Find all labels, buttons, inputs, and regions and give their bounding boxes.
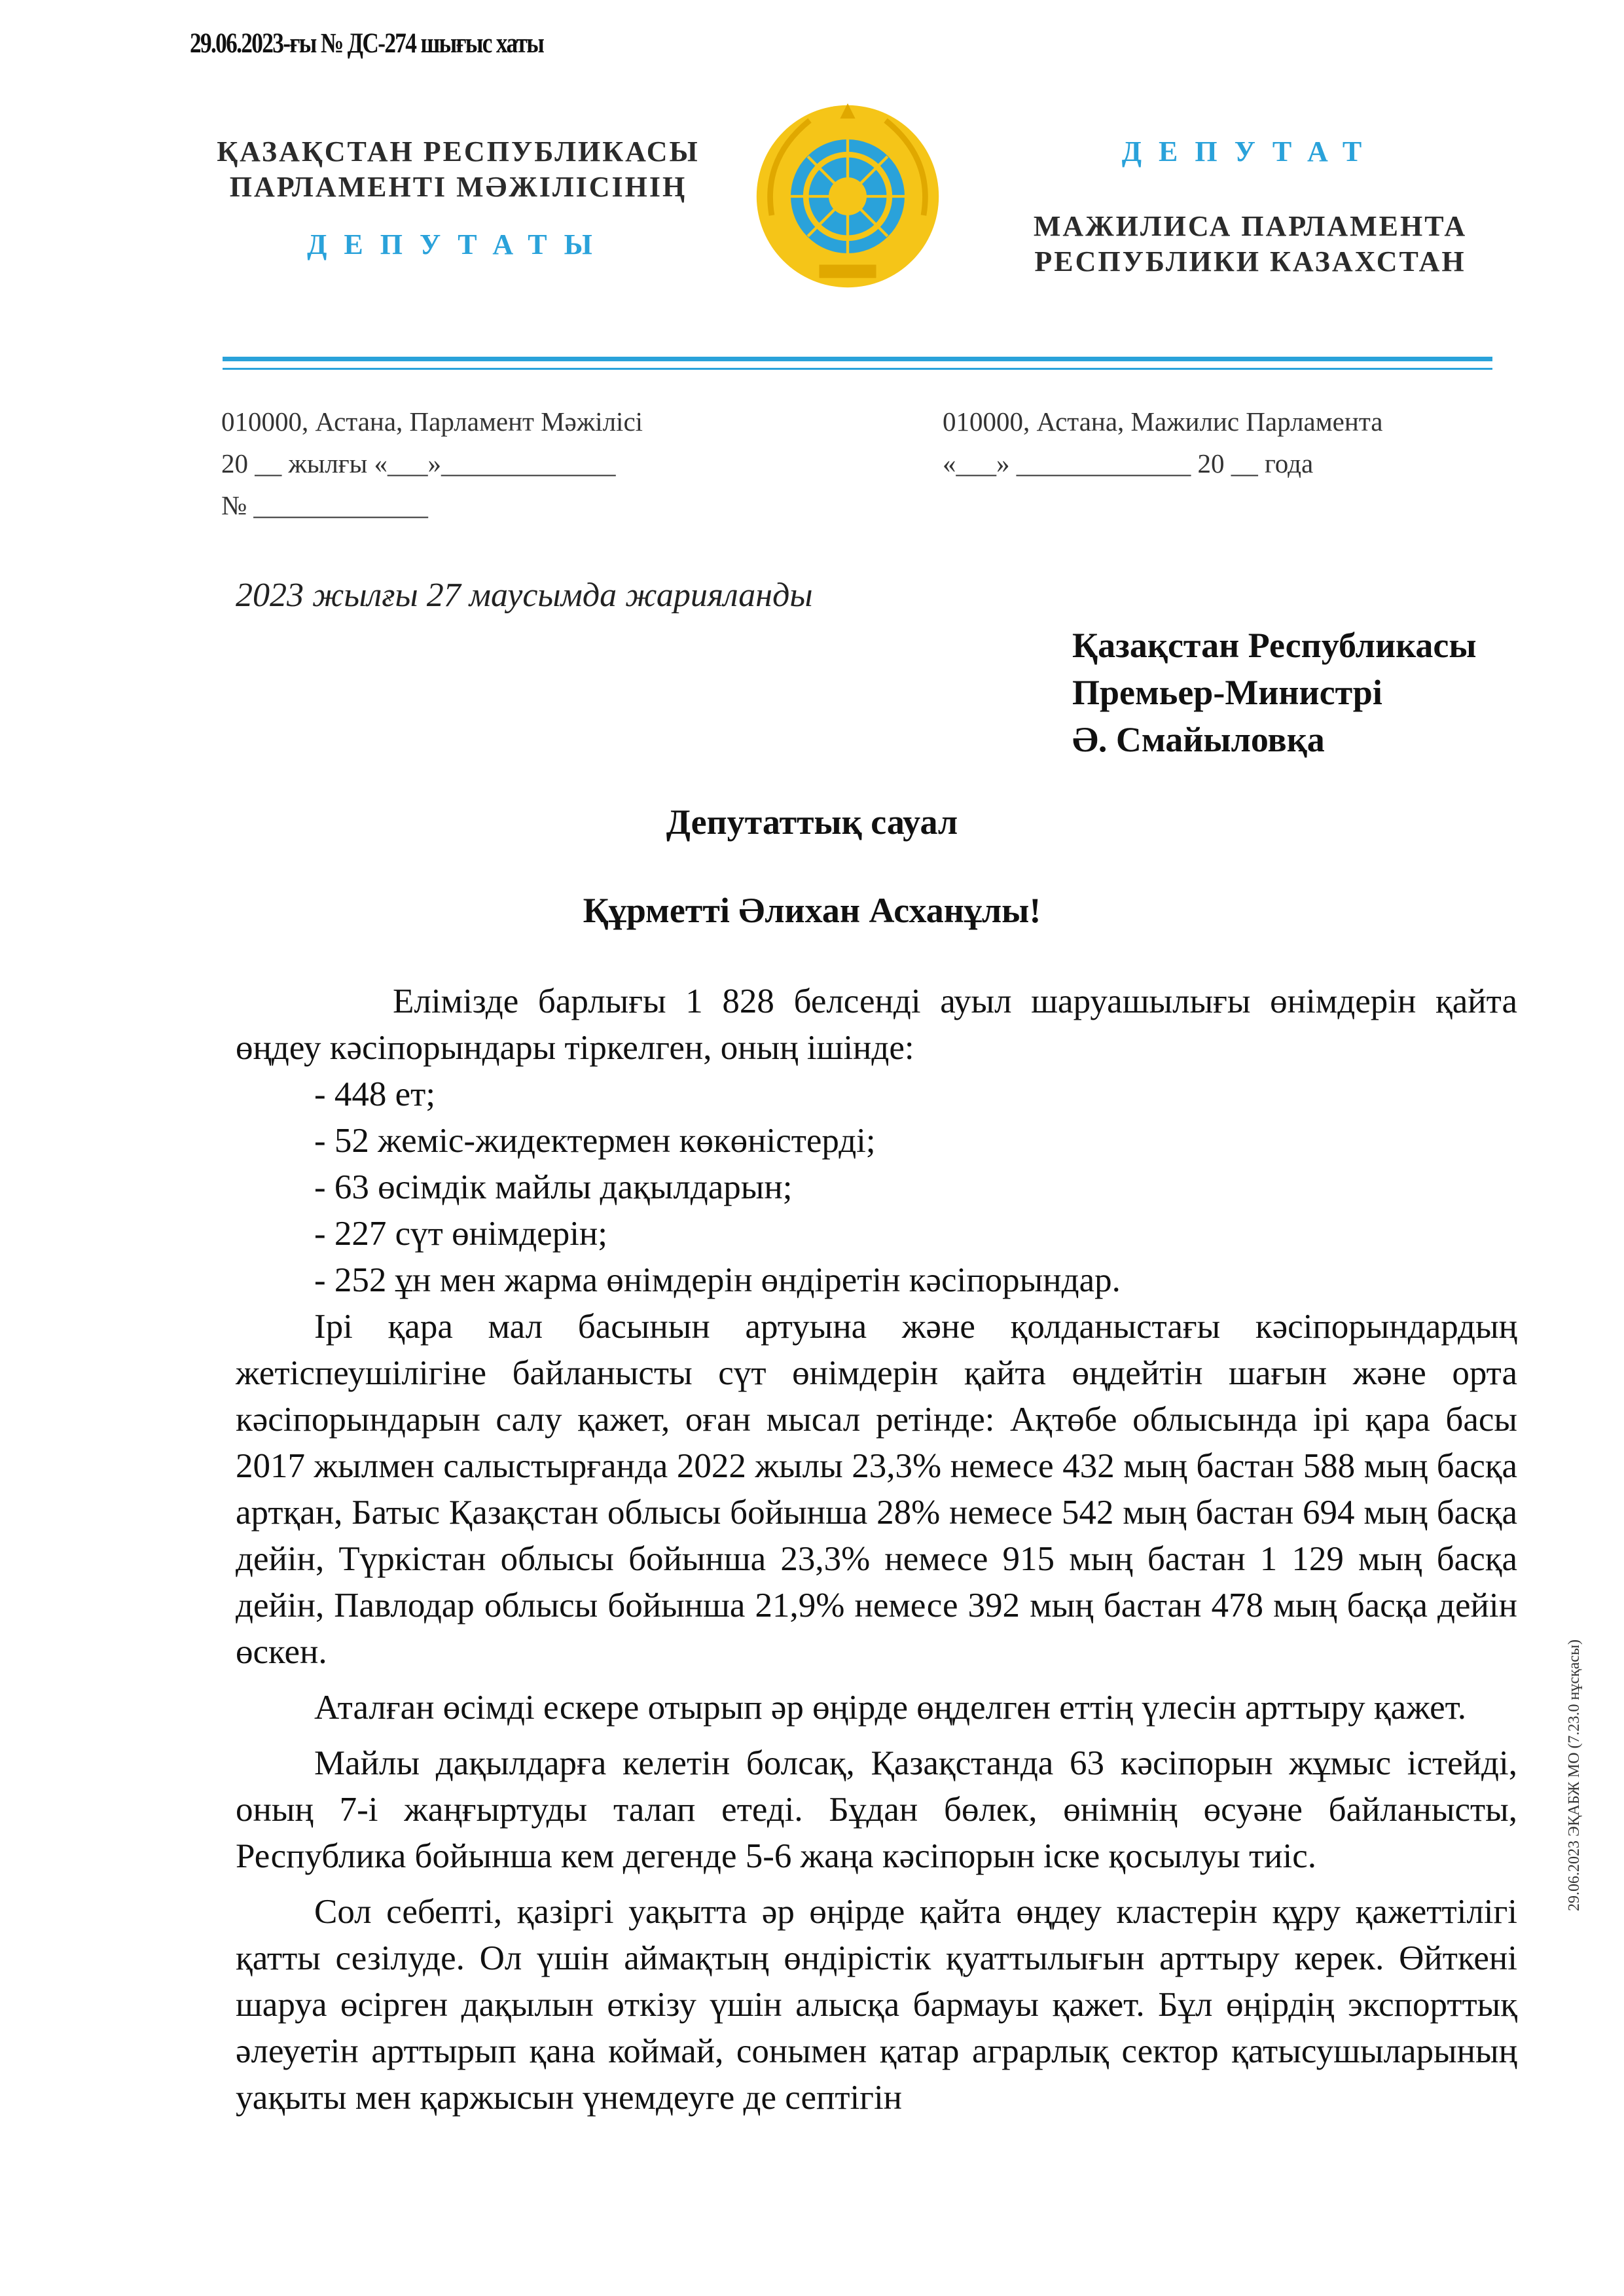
body-paragraph-3: Аталған өсімді ескере отырып әр өңірде өңделген еттің үлесін арттыру қажет. <box>314 1689 1467 1727</box>
letterhead-right-line2: РЕСПУБЛИКИ КАЗАХСТАН <box>1034 245 1466 278</box>
list-item: - 252 ұн мен жарма өнімдерін өндіретін кәсіпорындар. <box>314 1261 1121 1299</box>
letterhead-left <box>196 134 720 262</box>
address-left-line3: № _____________ <box>221 490 428 520</box>
letter-body <box>236 978 1517 2121</box>
letterhead-left-line1: ҚАЗАҚСТАН РЕСПУБЛИКАСЫ <box>217 135 700 168</box>
address-block-left <box>221 401 643 526</box>
address-left-line2: 20 __ жылғы «___»_____________ <box>221 448 616 478</box>
outgoing-letter-stamp: 29.06.2023-ғы № ДС-274 шығыс хаты <box>190 28 544 59</box>
address-block-right <box>943 401 1382 484</box>
body-paragraph-5: Сол себепті, қазіргі уақытта әр өңірде қайта өңдеу кластерін құру қажеттілігі қатты сезілуде. Ол үшін аймақтың өндірістік қуаттылығын арттыру керек. Өйткені шаруа өсірген дақылын өткізу үшін алысқа бармауы қажет. Бұл өңірдің экспорттық әлеуетін арттырып қана коймай, сонымен қатар аграрлық сектор қатысушыларының уақыты мен қаржысын үнемдеуге де септігін <box>236 1893 1517 2117</box>
document-title: Депутаттық сауал <box>666 802 958 842</box>
letterhead-left-line2: ПАРЛАМЕНТІ МӘЖІЛІСІНІҢ <box>229 171 687 203</box>
addressee-line2: Премьер-Министрі <box>1072 673 1382 712</box>
letterhead-right-deputy: ДЕПУТАТ <box>1121 135 1379 168</box>
addressee-block <box>1072 622 1477 763</box>
list-item: - 52 жеміс-жидектермен көкөністерді; <box>314 1122 876 1160</box>
body-paragraph-2: Ірі қара мал басынын артуына және қолданыстағы кәсіпорындардың жетіспеушілігіне байланысты сүт өнімдерін қайта өңдейтін шағын және орта кәсіпорындарын салу қажет, оған мысал ретінде: Ақтөбе облысында ірі қара басы 2017 жылмен салыстырғанда 2022 жылы 23,3% немесе 432 мың бастан 588 мың басқа артқан, Батыс Қазақстан облысы бойынша 28% немесе 542 мың бастан 694 мың басқа дейін, Түркістан облысы бойынша 23,3% немесе 915 мың бастан 1 129 мың басқа дейін, Павлодар облысы бойынша 21,9% немесе 392 мың бастан 478 мың басқа дейін өскен. <box>236 1308 1517 1671</box>
letterhead-divider-thick <box>223 357 1492 361</box>
address-right-line2: «___» _____________ 20 __ года <box>943 448 1314 478</box>
body-paragraph-intro: Елімізде барлығы 1 828 белсенді ауыл шаруашылығы өнімдерін қайта өңдеу кәсіпорындары тіркелген, оның ішінде: <box>236 982 1517 1067</box>
address-left-line1: 010000, Астана, Парламент Мәжілісі <box>221 406 643 437</box>
body-paragraph-4: Майлы дақылдарға келетін болсақ, Қазақстанда 63 кәсіпорын жұмыс істейді, оның 7-і жаңғыртуды талап етеді. Бұдан бөлек, өнімнің өсуәне байланысты, Республика бойынша кем дегенде 5-6 жаңа кәсіпорын іске қосылуы тиіс. <box>236 1744 1517 1875</box>
letterhead-right <box>1021 134 1479 279</box>
salutation: Құрметті Әлихан Асханұлы! <box>583 891 1041 930</box>
list-item: - 448 ет; <box>314 1075 436 1113</box>
kazakhstan-state-emblem-icon <box>753 101 943 291</box>
list-item: - 227 сүт өнімдерін; <box>314 1215 608 1253</box>
address-right-line1: 010000, Астана, Мажилис Парламента <box>943 406 1383 437</box>
publication-date: 2023 жылғы 27 маусымда жарияланды <box>236 577 813 614</box>
addressee-line1: Қазақстан Республикасы <box>1072 626 1477 665</box>
list-item: - 63 өсімдік майлы дақылдарын; <box>314 1168 793 1206</box>
addressee-line3: Ә. Смайыловқа <box>1072 720 1325 759</box>
system-side-mark: 29.06.2023 ЭҚАБЖ МО (7.23.0 нұсқасы) <box>1566 1639 1583 1911</box>
letterhead-left-deputy: ДЕПУТАТЫ <box>307 228 609 260</box>
letterhead-divider-thin <box>223 368 1492 370</box>
letterhead-right-line1: МАЖИЛИСА ПАРЛАМЕНТА <box>1033 210 1468 242</box>
